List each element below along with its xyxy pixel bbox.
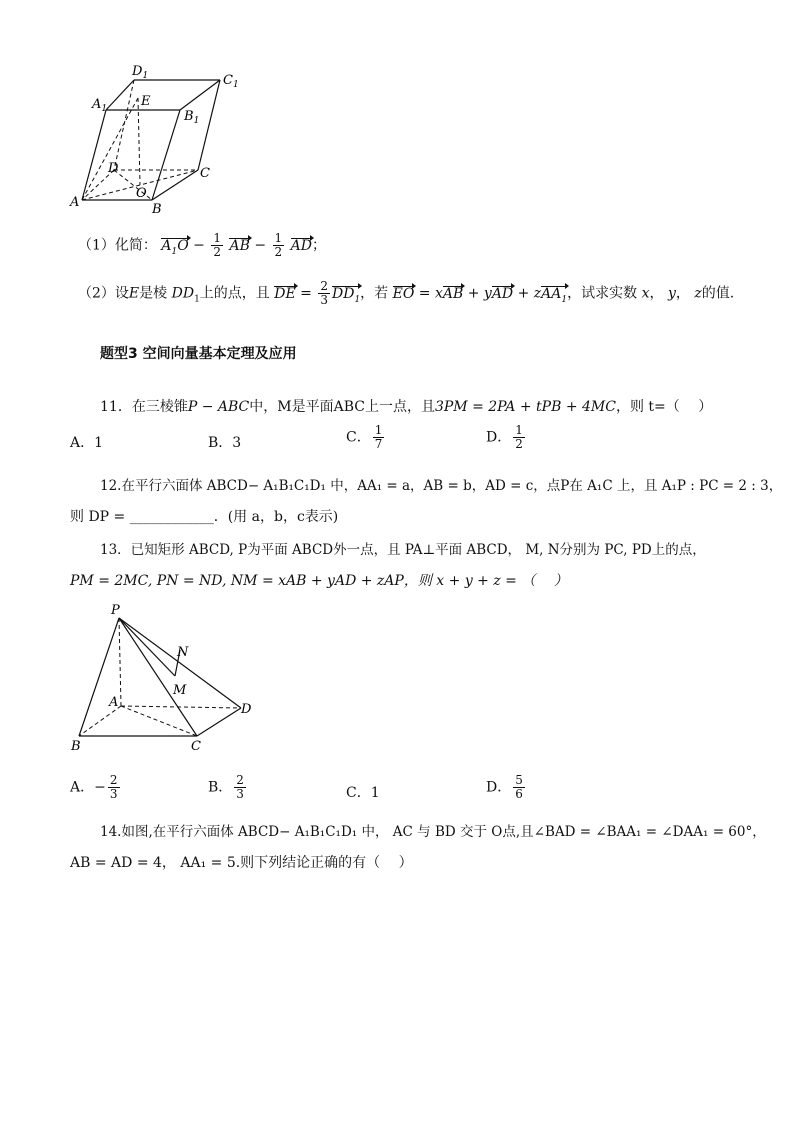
label-P: P [111, 603, 120, 618]
label-B1: $B_1$ [184, 109, 200, 126]
label-B: B [152, 202, 162, 217]
q13-option-c[interactable]: C．1 [346, 785, 380, 801]
q12-line2: 则 DP = ____________．(用 a，b，c表示) [70, 509, 339, 525]
label-N: N [177, 645, 189, 660]
parallelepiped-figure [60, 60, 250, 220]
label-M: M [173, 683, 187, 698]
label-D: D [108, 161, 119, 176]
section-title: 题型3 空间向量基本定理及应用 [100, 346, 297, 362]
label-E: E [141, 94, 151, 109]
q13-line2: PM = 2MC, PN = ND, NM = xAB + yAD + zAP，则 x + y + z = （ ） [70, 573, 568, 589]
label-O: O [136, 186, 147, 201]
pyramid-figure [65, 600, 265, 760]
q13-option-b[interactable]: B． $\frac{2}{3}$ [208, 773, 244, 801]
q14-line1: 14.如图,在平行六面体 ABCD− A₁B₁C₁D₁ 中， AC 与 BD 交于 O点,且∠BAD = ∠BAA₁ = ∠DAA₁ = 60°， [100, 824, 766, 840]
label-C1: $C_1$ [223, 73, 239, 90]
q13-option-d[interactable]: D． $\frac{5}{6}$ [486, 773, 523, 801]
q13-option-a[interactable]: A．− $\frac{2}{3}$ [70, 773, 118, 801]
q11-option-c[interactable]: C． $\frac{1}{7}$ [346, 423, 383, 451]
q10-part1: （1）化简： $A_1O$ − $\frac{1}{2}$ AB − $\frac{1}{2}$ AD； [78, 231, 326, 259]
label-C: C [200, 166, 210, 181]
q11-stem: 11．在三棱锥P − ABC中，M是平面ABC上一点，且3PM = 2PA + tPB + 4MC，则 t=（ ） [100, 399, 713, 415]
label-B: B [71, 739, 81, 754]
label-A: A [70, 195, 80, 210]
q11-option-b[interactable]: B．3 [208, 435, 242, 451]
label-A: A [109, 695, 119, 710]
label-A1: $A_1$ [92, 97, 108, 114]
q12-line1: 12.在平行六面体 ABCD− A₁B₁C₁D₁ 中，AA₁ = a，AB = b，AD = c，点P在 A₁C 上，且 A₁P : PC = 2 : 3， [100, 478, 783, 494]
q10-part2: （2）设E是棱 $DD_1$上的点，且 DE = $\frac{2}{3}$ $DD_1$，若 EO = xAB + yAD + zAA$_1$，试求实数 x， y， z的值. [78, 279, 735, 307]
q11-option-d[interactable]: D． $\frac{1}{2}$ [486, 423, 523, 451]
q14-line2: AB = AD = 4， AA₁ = 5.则下列结论正确的有（ ） [70, 855, 413, 871]
q13-line1: 13．已知矩形 ABCD, P为平面 ABCD外一点，且 PA⊥平面 ABCD， M, N分别为 PC, PD上的点， [100, 542, 706, 558]
label-C: C [191, 739, 201, 754]
q11-option-a[interactable]: A．1 [70, 435, 104, 451]
label-D: D [241, 702, 252, 717]
label-D1: $D_1$ [132, 64, 149, 81]
